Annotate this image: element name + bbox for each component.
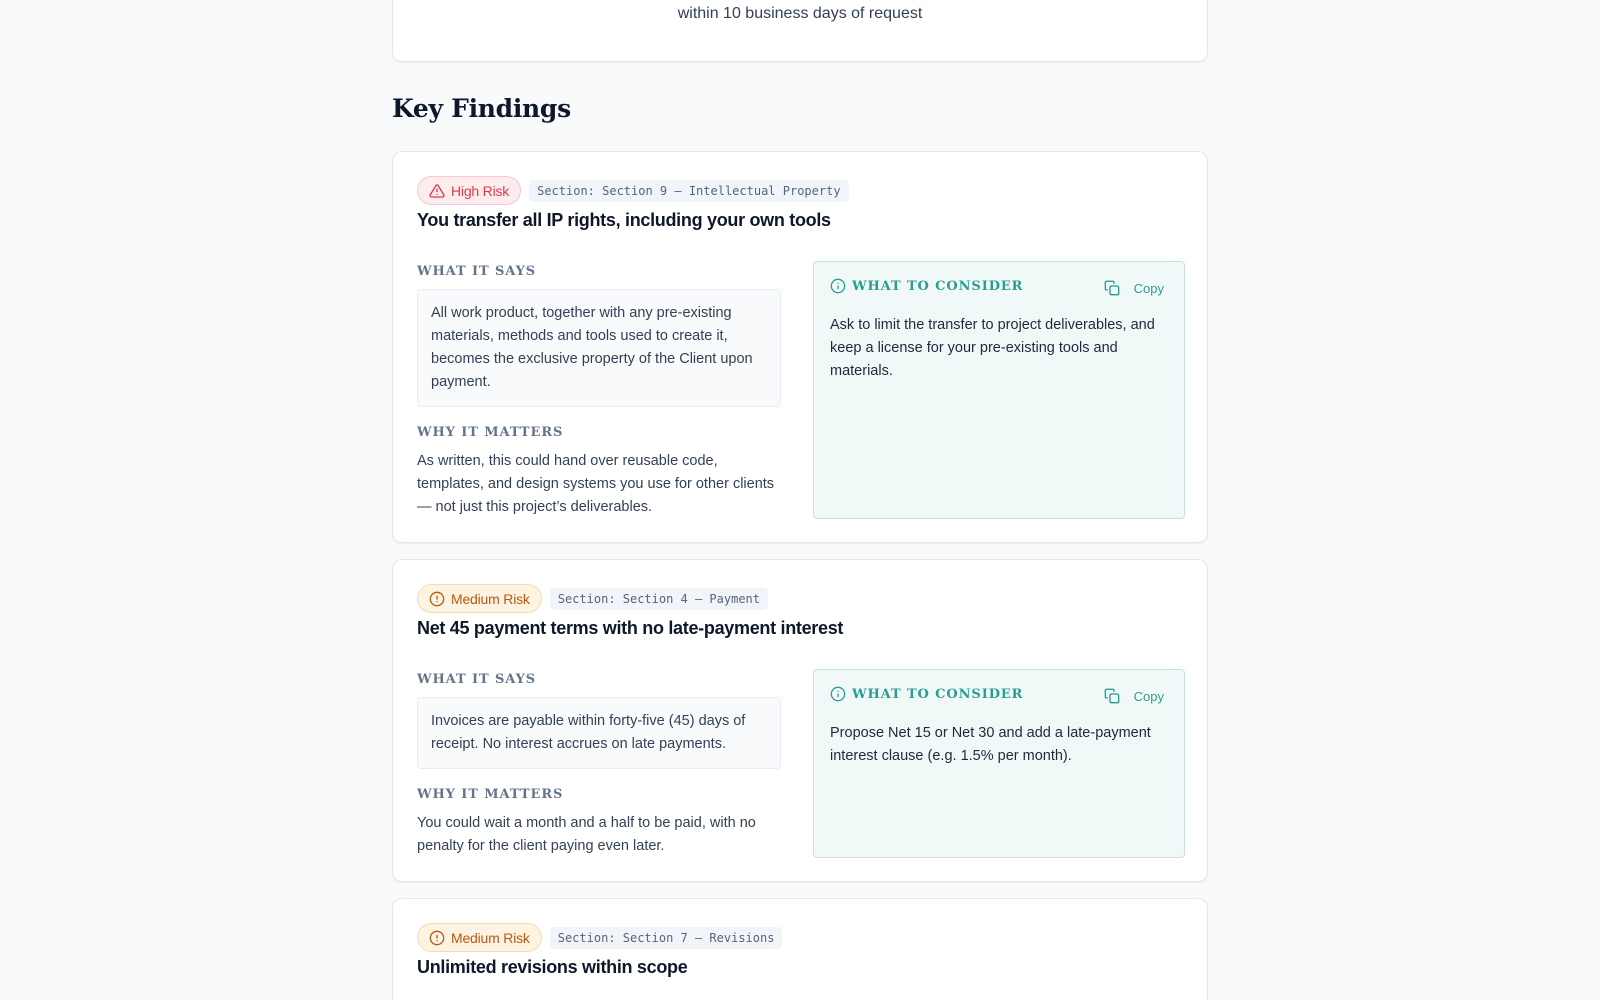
section-reference: Section: Section 9 — Intellectual Property xyxy=(529,180,848,202)
copy-icon xyxy=(1104,688,1120,704)
why-it-matters-label: WHY IT MATTERS xyxy=(417,787,564,802)
clause-quote: Invoices are payable within forty-five (45) days of receipt. No interest accrues on late payments. xyxy=(417,697,781,769)
what-to-consider-panel xyxy=(813,261,1185,519)
copy-button[interactable] xyxy=(1104,688,1164,704)
risk-badge-medium xyxy=(417,923,542,952)
what-to-consider-label: WHAT TO CONSIDER xyxy=(852,686,1024,702)
clause-quote: All work product, together with any pre-existing materials, methods and tools used to create it, becomes the exclusive property of the Client upon payment. xyxy=(417,289,781,407)
section-reference: Section: Section 7 — Revisions xyxy=(550,927,783,949)
finding-card xyxy=(392,898,1208,1000)
risk-badge-label: Medium Risk xyxy=(451,929,530,946)
finding-title: Net 45 payment terms with no late-payment interest xyxy=(417,618,844,638)
info-icon xyxy=(830,278,846,294)
finding-meta xyxy=(417,923,782,952)
risk-badge-high xyxy=(417,176,521,205)
finding-title: You transfer all IP rights, including your own tools xyxy=(417,210,831,230)
key-findings-heading: Key Findings xyxy=(392,94,571,123)
info-icon xyxy=(830,686,846,702)
risk-badge-label: High Risk xyxy=(451,182,510,199)
what-to-consider-header xyxy=(830,686,1023,702)
what-to-consider-label: WHAT TO CONSIDER xyxy=(852,278,1024,294)
copy-button-label: Copy xyxy=(1133,688,1164,704)
alert-circle-icon xyxy=(429,930,445,946)
finding-title: Unlimited revisions within scope xyxy=(417,957,688,977)
what-to-consider-header xyxy=(830,278,1023,294)
what-it-says-label: WHAT IT SAYS xyxy=(417,264,537,279)
warning-triangle-icon xyxy=(429,183,445,199)
copy-button-label: Copy xyxy=(1133,280,1164,296)
copy-button[interactable] xyxy=(1104,280,1164,296)
why-it-matters-text: You could wait a month and a half to be paid, with no penalty for the client paying even later. xyxy=(417,815,756,854)
why-it-matters-label: WHY IT MATTERS xyxy=(417,425,564,440)
what-to-consider-text: Ask to limit the transfer to project deliverables, and keep a license for your pre-existing tools and materials. xyxy=(830,317,1155,379)
finding-card xyxy=(392,559,1208,882)
section-reference: Section: Section 4 — Payment xyxy=(550,588,768,610)
what-to-consider-text: Propose Net 15 or Net 30 and add a late-payment interest clause (e.g. 1.5% per month). xyxy=(830,725,1151,764)
finding-meta xyxy=(417,584,768,613)
summary-card-text: within 10 business days of request xyxy=(677,5,923,22)
finding-card xyxy=(392,151,1208,543)
alert-circle-icon xyxy=(429,591,445,607)
risk-badge-medium xyxy=(417,584,542,613)
what-it-says-label: WHAT IT SAYS xyxy=(417,672,537,687)
finding-meta xyxy=(417,176,849,205)
summary-card xyxy=(392,0,1208,62)
what-to-consider-panel xyxy=(813,669,1185,858)
copy-icon xyxy=(1104,280,1120,296)
why-it-matters-text: As written, this could hand over reusable code, templates, and design systems you use for other clients — not just this project’s deliverables. xyxy=(417,453,775,515)
risk-badge-label: Medium Risk xyxy=(451,590,530,607)
